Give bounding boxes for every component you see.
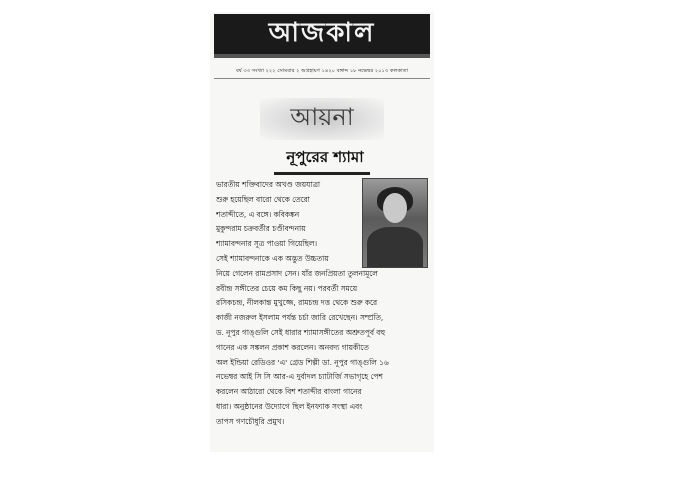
article-line: গানের এক সঙ্কলন প্রকাশ করলেন। অনবদ্য গায়কীতে: [216, 342, 369, 352]
article-line: ধারা। অনুষ্ঠানের উদ্যোগে ছিল ইনফ্যাক সংস্থা এবং: [216, 401, 363, 411]
article-line: রবীন্দ্র সঙ্গীতের চেয়ে কম কিছু নয়। পরবর্তী সময়ে: [216, 283, 358, 293]
dateline: বর্ষ ৩৩ সংখ্যা ২২২ সোমবার ২ অগ্রহায়ণ ১৪২০ বঙ্গাব্দ ১৮ নভেম্বর ২০১৩ কলকাতা: [214, 64, 430, 79]
newspaper-clipping: [210, 12, 434, 452]
article-line: নভেম্বর আই সি সি আর-এ দুর্বাদল চ্যাটার্জি সভাগৃহে পেশ: [216, 372, 383, 382]
article-line: শুরু হয়েছিল বারো থেকে তেরো: [216, 194, 310, 204]
article-line: অল ইন্ডিয়া রেডিওর 'এ' গ্রেড শিল্পী ডা. নূপুর গাঙ্গুলি ১৬: [216, 357, 389, 367]
newspaper-masthead: [214, 14, 430, 58]
article-line: ড. নূপুর গাঙ্গুলি সেই ধারার শ্যামাসঙ্গীতের অশ্রুতপূর্ব বহু: [216, 327, 386, 337]
section-title: আয়না: [290, 103, 354, 131]
headline-underline: [274, 172, 370, 175]
article-line: মুকুন্দরাম চক্রবর্তীর চণ্ডীবন্দনায়: [216, 224, 306, 234]
article-line: নিয়ে গেলেন রামপ্রসাদ সেন। যাঁর জনপ্রিয়তা তুলনামূলে: [216, 268, 378, 278]
article-line: শ্যামাবন্দনার সূত্র পাওয়া গিয়েছিল।: [216, 239, 318, 249]
article-headline: নূপুরের শ্যামা: [286, 148, 364, 166]
section-banner: [260, 98, 384, 140]
article-line: তাপস গণচৌধুরি প্রমুখ।: [216, 416, 285, 426]
article-line: কাজী নজরুল ইসলাম পর্যন্ত চর্চা জারি রেখেছেন। সম্প্রতি,: [216, 313, 384, 323]
article-line: শতাব্দীতে, এ বঙ্গে। কবিকঙ্কন: [216, 209, 300, 219]
article-line: সেই শ্যামাবন্দনাকে এক অদ্ভুত উচ্চতায়: [216, 253, 329, 263]
masthead-title: আজকাল: [268, 18, 376, 48]
article-line: ভারতীয় শক্তিবাদের অখণ্ড জয়যাত্রা: [216, 180, 321, 189]
article-line: করলেন আঠারো থেকে বিশ শতাব্দীর বাংলা গানের: [216, 387, 362, 397]
article-line: রসিকচন্দ্র, নীলকান্ত মুখুজ্জে, রামচন্দ্র দত্ত থেকে শুরু করে: [216, 298, 378, 308]
article-body: [216, 178, 428, 430]
